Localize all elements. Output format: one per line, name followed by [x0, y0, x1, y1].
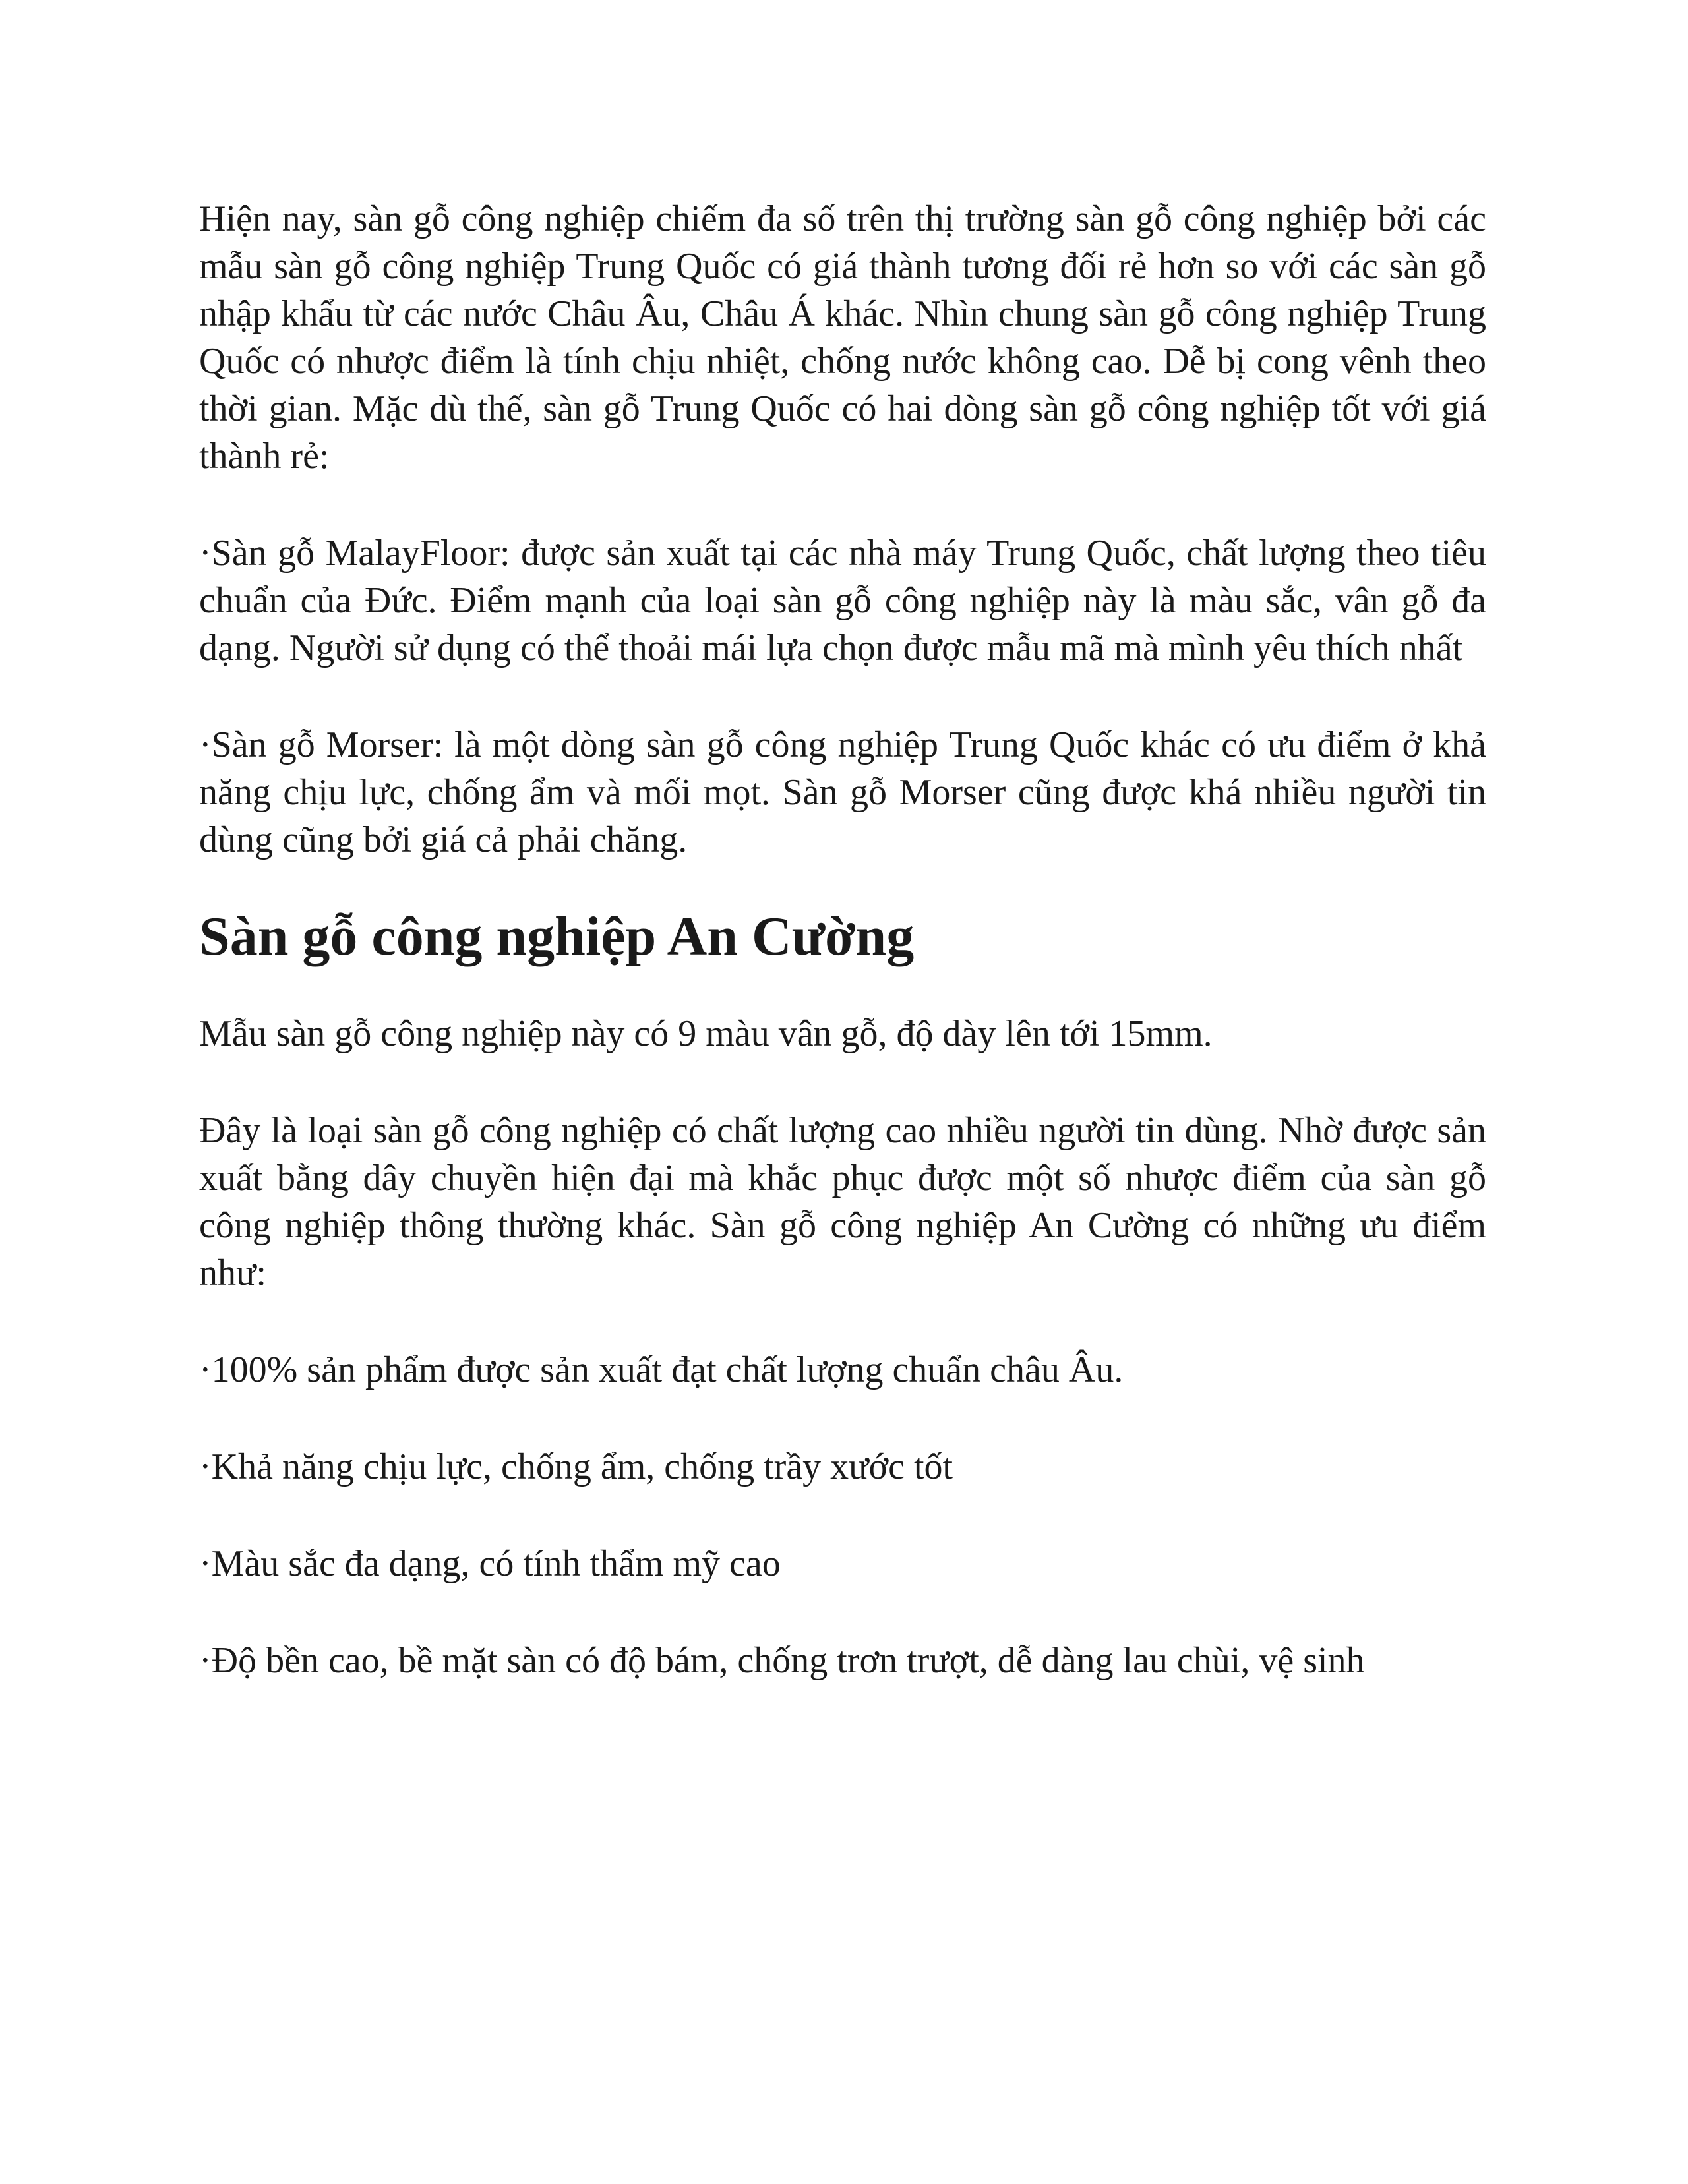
china-floor-list: [199, 529, 1486, 864]
an-cuong-spec: Mẫu sàn gỗ công nghiệp này có 9 màu vân gỗ, độ dày lên tới 15mm.: [199, 1013, 1213, 1054]
list-item-european-quality: ·100% sản phẩm được sản xuất đạt chất lượng chuẩn châu Âu.: [199, 1349, 1124, 1390]
an-cuong-paragraph: Đây là loại sàn gỗ công nghiệp có chất lượng cao nhiều người tin dùng. Nhờ được sản xuất bằng dây chuyền hiện đại mà khắc phục được một số nhược điểm của sàn gỗ công nghiệp thông thường khác. Sàn gỗ công nghiệp An Cường có những ưu điểm như:: [199, 1110, 1486, 1293]
list-item-anti-slip: ·Độ bền cao, bề mặt sàn có độ bám, chống trơn trượt, dễ dàng lau chùi, vệ sinh: [199, 1640, 1365, 1681]
section-heading-an-cuong: Sàn gỗ công nghiệp An Cường: [199, 906, 915, 967]
list-item-aesthetics: ·Màu sắc đa dạng, có tính thẩm mỹ cao: [199, 1543, 781, 1584]
an-cuong-advantages-list: [199, 1346, 1486, 1684]
intro-paragraph: Hiện nay, sàn gỗ công nghiệp chiếm đa số trên thị trường sàn gỗ công nghiệp bởi các mẫu sàn gỗ công nghiệp Trung Quốc có giá thành tương đối rẻ hơn so với các sàn gỗ nhập khẩu từ các nước Châu Âu, Châu Á khác. Nhìn chung sàn gỗ công nghiệp Trung Quốc có nhược điểm là tính chịu nhiệt, chống nước không cao. Dễ bị cong vênh theo thời gian. Mặc dù thế, sàn gỗ Trung Quốc có hai dòng sàn gỗ công nghiệp tốt với giá thành rẻ:: [199, 198, 1486, 477]
list-item-durability: ·Khả năng chịu lực, chống ẩm, chống trầy xước tốt: [199, 1446, 953, 1487]
document-page: [199, 195, 1486, 1734]
list-item-morser: ·Sàn gỗ Morser: là một dòng sàn gỗ công nghiệp Trung Quốc khác có ưu điểm ở khả năng chịu lực, chống ẩm và mối mọt. Sàn gỗ Morser cũng được khá nhiều người tin dùng cũng bởi giá cả phải chăng.: [199, 724, 1486, 860]
list-item-malayfloor: ·Sàn gỗ MalayFloor: được sản xuất tại các nhà máy Trung Quốc, chất lượng theo tiêu chuẩn của Đức. Điểm mạnh của loại sàn gỗ công nghiệp này là màu sắc, vân gỗ đa dạng. Người sử dụng có thể thoải mái lựa chọn được mẫu mã mà mình yêu thích nhất: [199, 533, 1486, 668]
